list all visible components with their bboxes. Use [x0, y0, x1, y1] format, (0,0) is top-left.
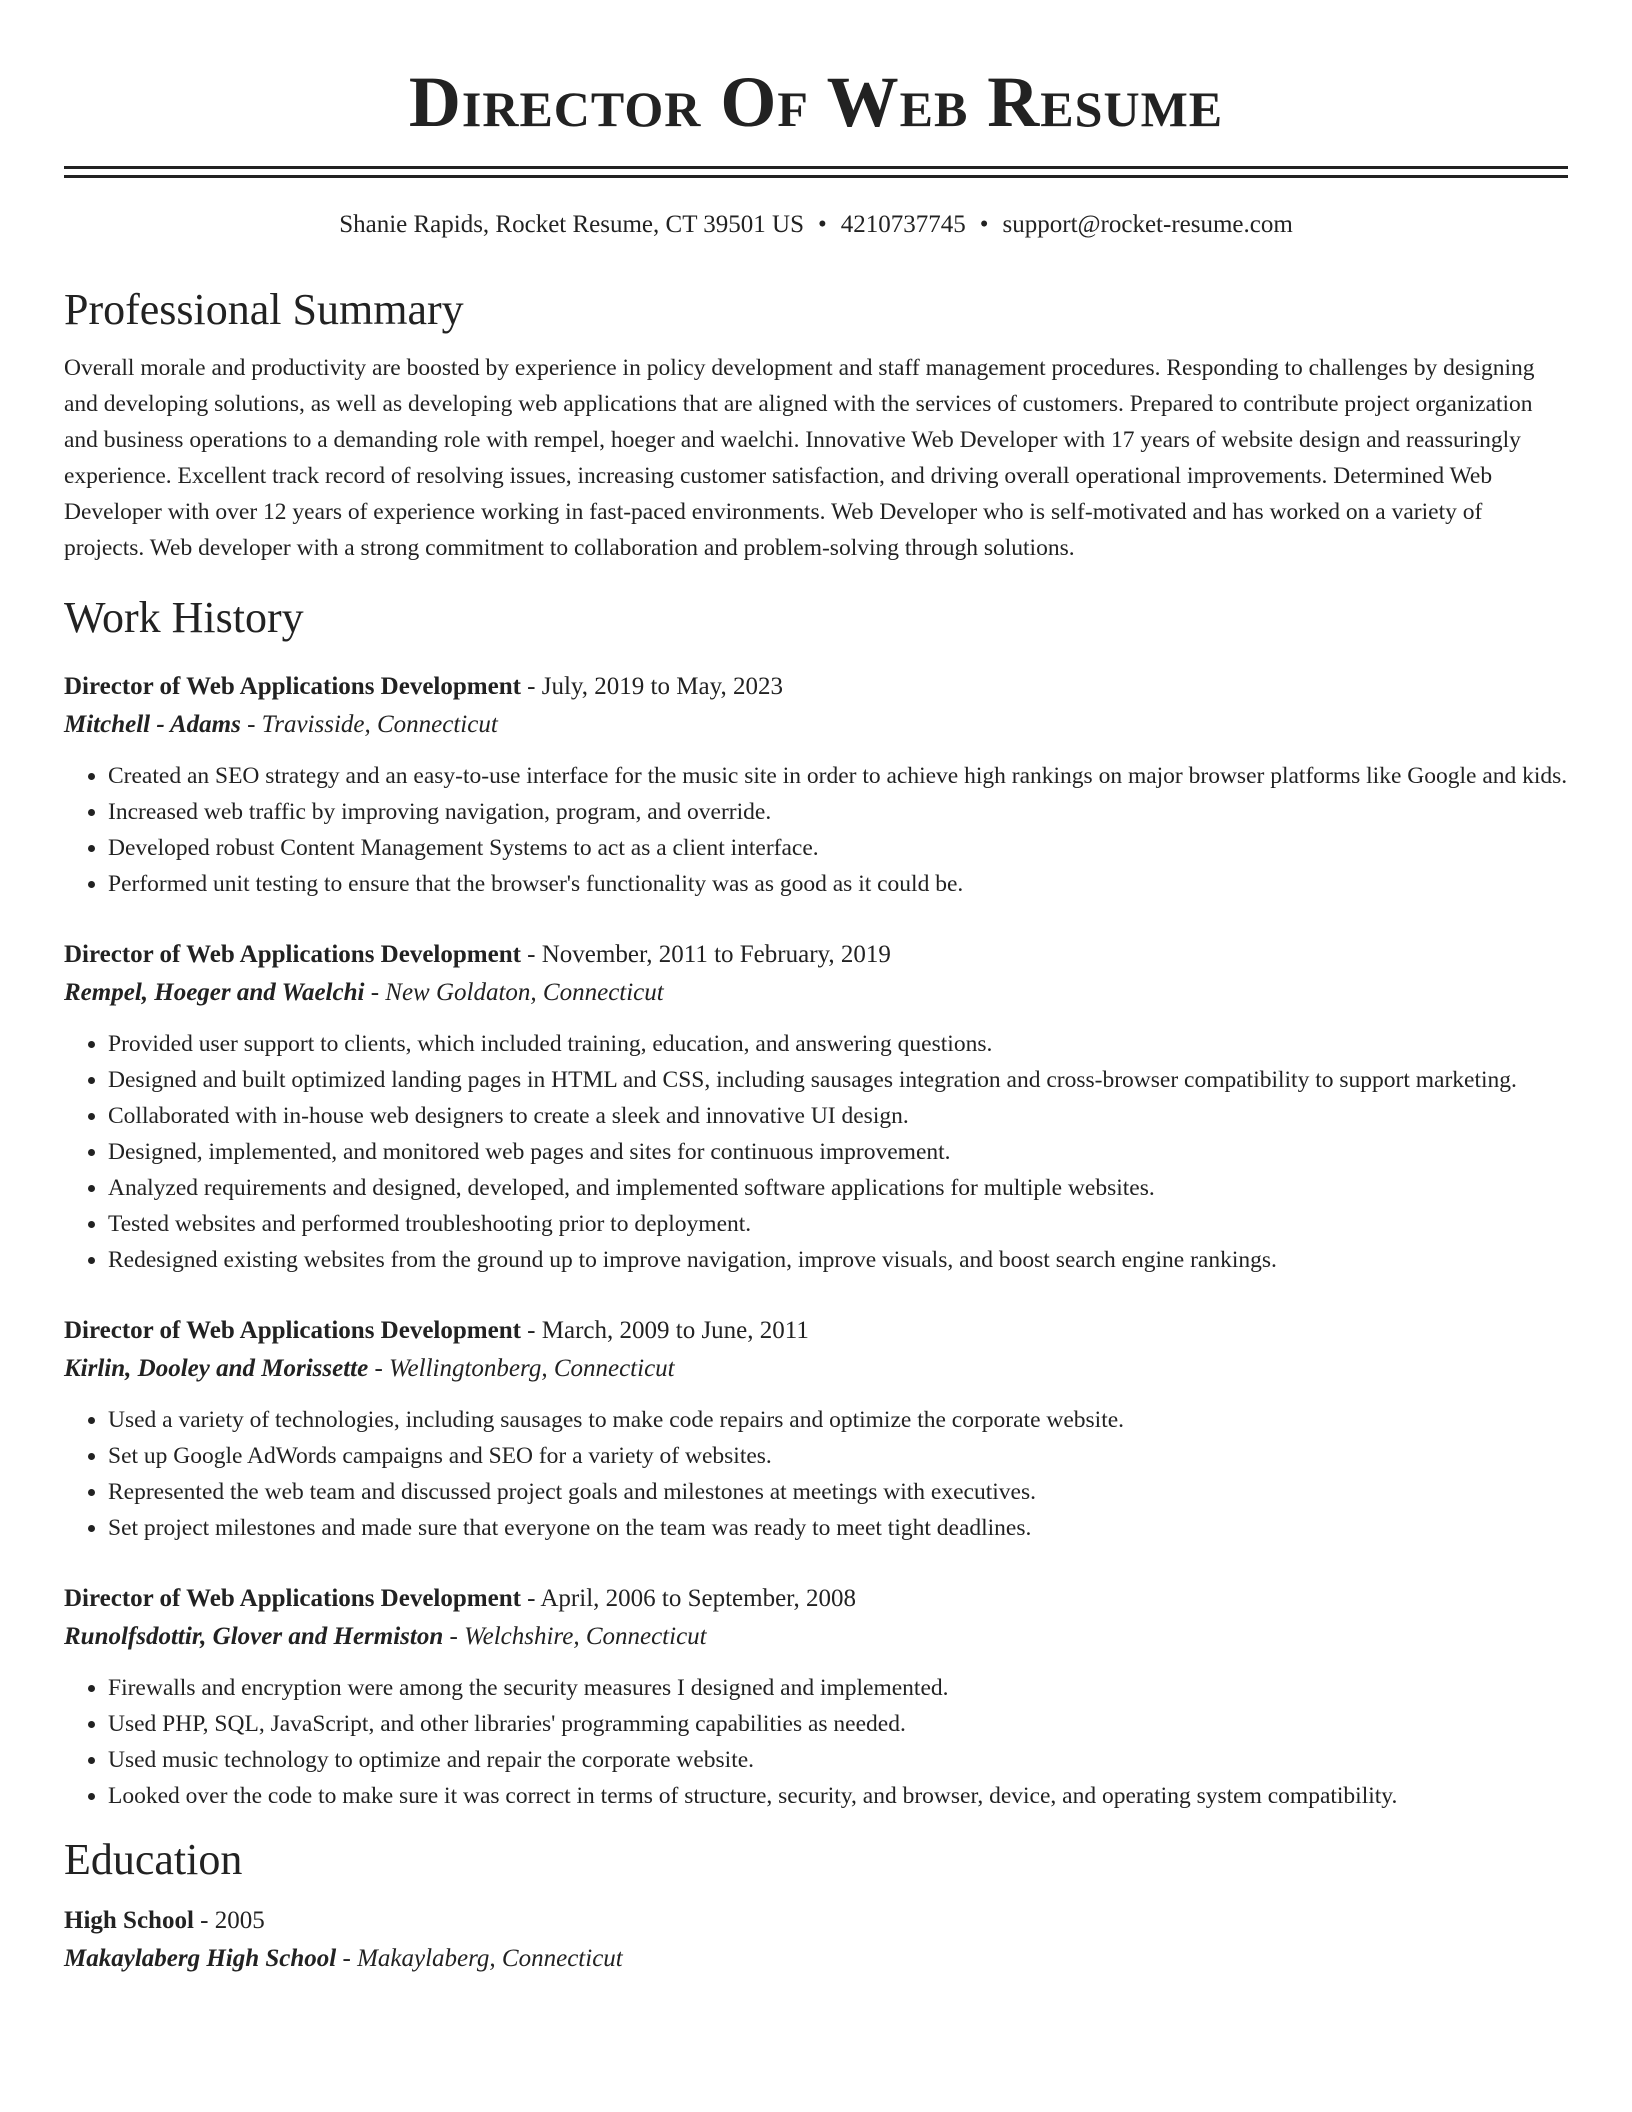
- job-bullet: • Performed unit testing to ensure that the browser's functionality was as good as it could be.: [108, 866, 1568, 902]
- job-title: Director of Web Applications Development: [64, 1585, 521, 1612]
- education-entry: [64, 1902, 1568, 1978]
- job-bullet: • Used music technology to optimize and repair the corporate website.: [108, 1742, 1568, 1778]
- degree-line: [64, 1902, 1568, 1940]
- company-location: - Welchshire, Connecticut: [443, 1623, 707, 1650]
- job-bullets: [64, 1670, 1568, 1814]
- company-line: [64, 1350, 1568, 1388]
- job-dates: - November, 2011 to February, 2019: [520, 941, 891, 968]
- graduation-year: - 2005: [193, 1907, 265, 1934]
- company-line: [64, 706, 1568, 744]
- company-line: [64, 974, 1568, 1012]
- job-entry: [64, 1312, 1568, 1546]
- job-bullet: • Collaborated with in-house web designers to create a sleek and innovative UI design.: [108, 1098, 1568, 1134]
- job-bullet: • Tested websites and performed troubleshooting prior to deployment.: [108, 1206, 1568, 1242]
- company-name: Mitchell - Adams: [64, 711, 241, 738]
- job-dates: - March, 2009 to June, 2011: [520, 1317, 809, 1344]
- job-bullets: [64, 1026, 1568, 1278]
- company-location: - Travisside, Connecticut: [240, 711, 498, 738]
- title-divider-top: [64, 166, 1568, 169]
- job-title-line: [64, 1580, 1568, 1618]
- job-entry: [64, 668, 1568, 902]
- job-bullet: • Designed, implemented, and monitored web pages and sites for continuous improvement.: [108, 1134, 1568, 1170]
- job-bullet: • Redesigned existing websites from the ground up to improve navigation, improve visuals, and boost search engine rankings.: [108, 1242, 1568, 1278]
- job-entry: [64, 936, 1568, 1278]
- job-title: Director of Web Applications Development: [64, 673, 521, 700]
- job-title-line: [64, 1312, 1568, 1350]
- job-bullets: [64, 1402, 1568, 1546]
- job-bullet: • Increased web traffic by improving navigation, program, and override.: [108, 794, 1568, 830]
- job-bullet: • Analyzed requirements and designed, developed, and implemented software applications for multiple websites.: [108, 1170, 1568, 1206]
- job-bullet: • Set project milestones and made sure that everyone on the team was ready to meet tight deadlines.: [108, 1510, 1568, 1546]
- job-dates: - July, 2019 to May, 2023: [520, 673, 783, 700]
- school-name: Makaylaberg High School: [64, 1945, 337, 1972]
- contact-phone: 4210737745: [840, 211, 966, 238]
- job-bullet: • Firewalls and encryption were among the security measures I designed and implemented.: [108, 1670, 1568, 1706]
- education-heading: Education: [64, 1835, 243, 1884]
- resume-page: [64, 0, 1568, 1978]
- company-name: Runolfsdottir, Glover and Hermiston: [64, 1623, 444, 1650]
- job-title-line: [64, 668, 1568, 706]
- degree: High School: [64, 1907, 194, 1934]
- summary-heading: Professional Summary: [64, 285, 464, 334]
- job-bullet: • Developed robust Content Management Systems to act as a client interface.: [108, 830, 1568, 866]
- job-bullet: • Created an SEO strategy and an easy-to-use interface for the music site in order to achieve high rankings on major browser platforms like Google and kids.: [108, 758, 1568, 794]
- contact-address: Shanie Rapids, Rocket Resume, CT 39501 US: [339, 211, 804, 238]
- job-bullet: • Looked over the code to make sure it was correct in terms of structure, security, and browser, device, and operating system compatibility.: [108, 1778, 1568, 1814]
- job-title: Director of Web Applications Development: [64, 941, 521, 968]
- job-bullet: • Represented the web team and discussed project goals and milestones at meetings with executives.: [108, 1474, 1568, 1510]
- job-bullets: [64, 758, 1568, 902]
- company-name: Kirlin, Dooley and Morissette: [64, 1355, 369, 1382]
- page-title: Director Of Web Resume: [408, 62, 1224, 142]
- job-bullet: • Used PHP, SQL, JavaScript, and other libraries' programming capabilities as needed.: [108, 1706, 1568, 1742]
- job-title-line: [64, 936, 1568, 974]
- company-name: Rempel, Hoeger and Waelchi: [64, 979, 365, 1006]
- job-bullet: • Designed and built optimized landing pages in HTML and CSS, including sausages integration and cross-browser compatibility to support marketing.: [108, 1062, 1568, 1098]
- company-line: [64, 1618, 1568, 1656]
- company-location: - New Goldaton, Connecticut: [364, 979, 664, 1006]
- school-line: [64, 1940, 1568, 1978]
- work-history-heading: Work History: [64, 593, 304, 642]
- contact-line: [64, 208, 1568, 242]
- company-location: - Wellingtonberg, Connecticut: [368, 1355, 675, 1382]
- contact-separator: •: [979, 211, 989, 238]
- title-divider-bottom: [64, 175, 1568, 178]
- job-bullet: • Used a variety of technologies, including sausages to make code repairs and optimize the corporate website.: [108, 1402, 1568, 1438]
- job-bullet: • Provided user support to clients, which included training, education, and answering questions.: [108, 1026, 1568, 1062]
- contact-separator: •: [817, 211, 827, 238]
- job-title: Director of Web Applications Development: [64, 1317, 521, 1344]
- school-location: - Makaylaberg, Connecticut: [336, 1945, 623, 1972]
- contact-email: support@rocket-resume.com: [1002, 211, 1293, 238]
- summary-text: Overall morale and productivity are boosted by experience in policy development and staff management procedures. Responding to challenges by designing and developing solutions, as well as developing web applications that are aligned with the services of customers. Prepared to contribute project organization and business operations to a demanding role with rempel, hoeger and waelchi. Innovative Web Developer with 17 years of website design and reassuringly experience. Excellent track record of resolving issues, increasing customer satisfaction, and driving overall operational improvements. Determined Web Developer with over 12 years of experience working in fast-paced environments. Web Developer who is self-motivated and has worked on a variety of projects. Web developer with a strong commitment to collaboration and problem-solving through solutions.: [64, 355, 1535, 561]
- job-dates: - April, 2006 to September, 2008: [520, 1585, 856, 1612]
- job-entry: [64, 1580, 1568, 1814]
- job-bullet: • Set up Google AdWords campaigns and SEO for a variety of websites.: [108, 1438, 1568, 1474]
